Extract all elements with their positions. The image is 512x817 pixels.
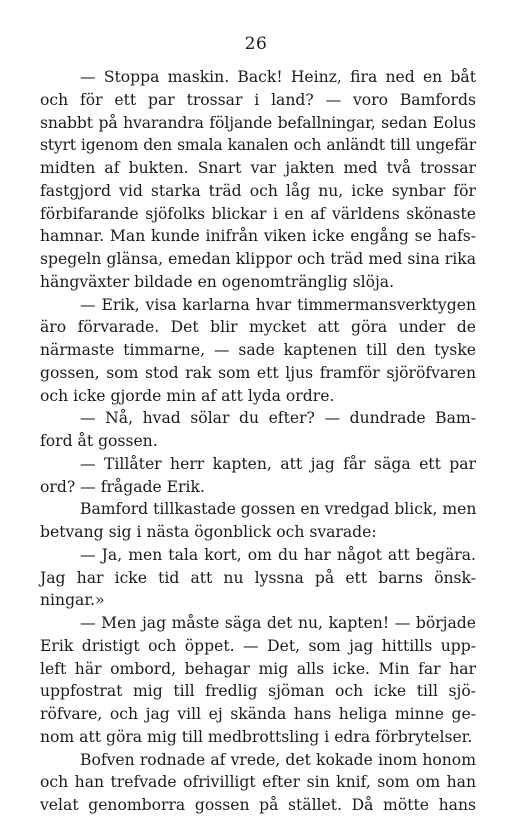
- text-line: hängväxter bildade en ogenomtränglig slöja.: [40, 272, 395, 291]
- page-number: 26: [244, 34, 268, 54]
- text-line: spegeln glänsa, emedan klippor och träd med sina rika: [40, 250, 476, 268]
- text-line: styrt igenom den smala kanalen och anländt till ungefär: [40, 136, 476, 155]
- text-line: fastgjord vid starka träd och låg nu, icke synbar för: [40, 181, 476, 200]
- text-line: — Stoppa maskin. Back! Heinz, fira ned en båt: [80, 68, 476, 86]
- text-line: ord? — frågade Erik.: [40, 477, 205, 496]
- text-line: och han trefvade ofrivilligt efter sin knif, som om han: [40, 773, 476, 792]
- text-line: Erik dristigt och öppet. — Det, som jag hittills upp-: [40, 636, 476, 655]
- text-line: närmaste timmarne, — sade kaptenen till den tyske: [40, 341, 476, 359]
- text-line: — Ja, men tala kort, om du har något att begära.: [80, 545, 476, 564]
- text-line: nom att göra mig till medbrottsling i edra förbrytelser.: [40, 727, 473, 746]
- text-line: left här ombord, behagar mig alls icke. Min far har: [40, 659, 476, 678]
- text-line: — Men jag måste säga det nu, kapten! — började: [80, 614, 476, 632]
- text-line: uppfostrat mig till fredlig sjöman och icke till sjö-: [40, 682, 476, 701]
- text-line: förbifarande sjöfolks blickar i en af världens skönaste: [40, 204, 476, 223]
- text-line: — Erik, visa karlarna hvar timmermansverktygen: [80, 295, 476, 314]
- body-text: [40, 66, 476, 817]
- text-line: snabbt på hvarandra följande befallningar, sedan Eolus: [40, 113, 476, 132]
- text-line: Bofven rodnade af vrede, det kokade inom honom: [80, 750, 476, 769]
- text-line: gossen, som stod rak som ett ljus framför sjöröfvaren: [40, 363, 476, 382]
- text-line: och för ett par trossar i land? — voro Bamfords: [40, 90, 476, 109]
- text-line: midten af bukten. Snart var jakten med två trossar: [40, 159, 476, 177]
- text-line: Bamford tillkastade gossen en vredgad blick, men: [80, 500, 477, 519]
- text-line: äro förvarade. Det blir mycket att göra under de: [40, 318, 476, 337]
- text-line: Jag har icke tid att nu lyssna på ett barns önsk-: [40, 568, 476, 587]
- text-line: ningar.»: [40, 591, 105, 610]
- text-line: — Nå, hvad sölar du efter? — dundrade Bam-: [80, 409, 476, 428]
- text-line: velat genomborra gossen på stället. Då mötte hans: [40, 796, 476, 814]
- text-line: — Tillåter herr kapten, att jag får säga ett par: [80, 454, 476, 473]
- text-line: ford åt gossen.: [40, 432, 158, 450]
- text-line: och icke gjorde min af att lyda ordre.: [40, 386, 335, 405]
- text-line: betvang sig i nästa ögonblick och svarade:: [40, 523, 377, 541]
- text-line: hamnar. Man kunde inifrån viken icke engång se hafs-: [40, 227, 476, 246]
- text-line: röfvare, och jag vill ej skända hans heliga minne ge-: [40, 705, 476, 723]
